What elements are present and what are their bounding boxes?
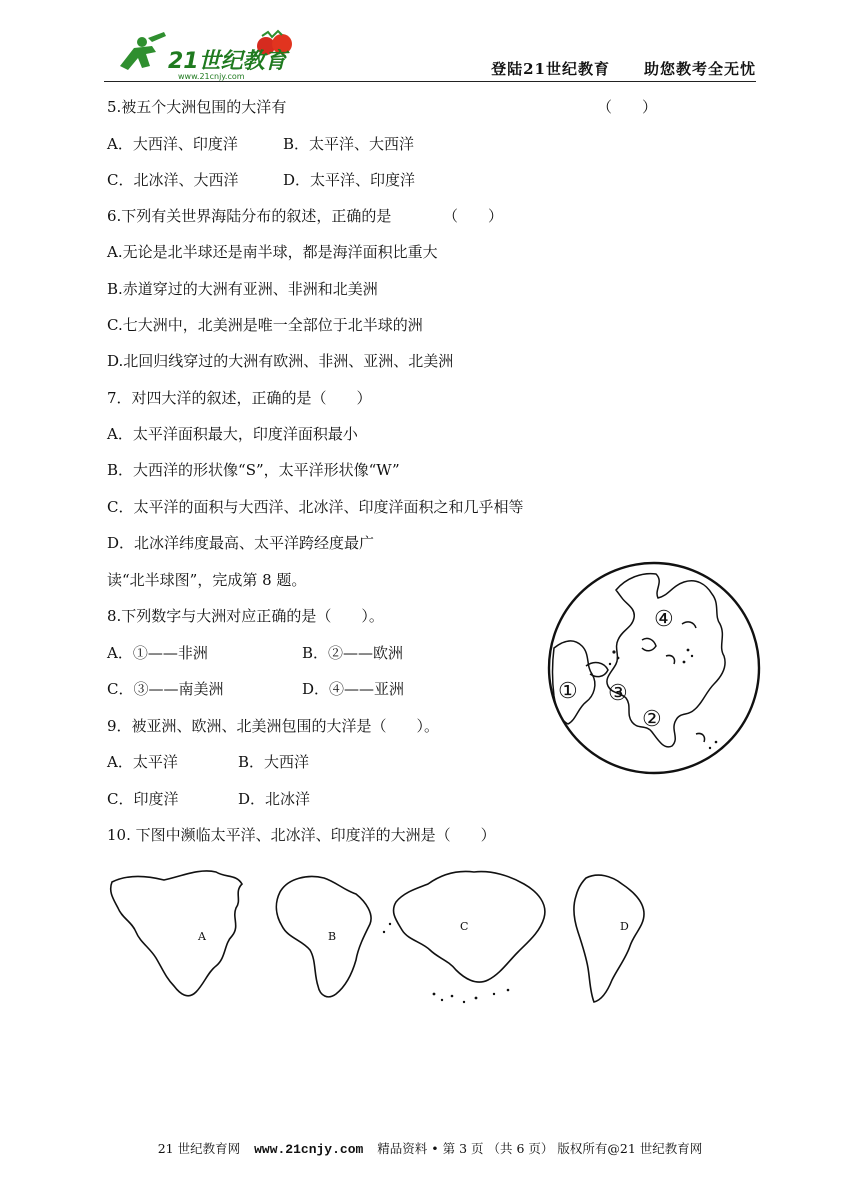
q8-stem: 8.下列数字与大洲对应正确的是（ ）。 xyxy=(107,607,384,625)
q7-option-c: C．太平洋的面积与大西洋、北冰洋、印度洋面积之和几乎相等 xyxy=(107,498,524,516)
q8-option-a: A．①——非洲 xyxy=(107,644,208,662)
continent-d-outline xyxy=(574,875,644,1002)
q5-option-a: A．大西洋、印度洋 xyxy=(107,135,238,153)
footer-copyright: 版权所有@21 世纪教育网 xyxy=(557,1141,703,1156)
q5-stem: 5.被五个大洲包围的大洋有 xyxy=(107,98,287,116)
q5-answer-paren: （ ） xyxy=(597,98,658,116)
q10-stem: 10. 下图中濒临太平洋、北冰洋、印度洋的大洲是（ ） xyxy=(107,826,496,844)
continent-b-outline xyxy=(276,877,371,997)
q5-option-b: B．太平洋、大西洋 xyxy=(283,135,415,153)
q7-stem: 7．对四大洋的叙述，正确的是（ ） xyxy=(107,389,372,407)
q8-option-b: B．②——欧洲 xyxy=(302,644,404,662)
q6-option-a: A.无论是北半球还是南半球，都是海洋面积比重大 xyxy=(107,243,438,261)
continent-label-d: D xyxy=(620,920,629,933)
continent-label-c: C xyxy=(460,920,469,933)
q7-option-d: D．北冰洋纬度最高、太平洋跨经度最广 xyxy=(107,534,375,552)
runner-icon xyxy=(120,32,166,70)
continent-c-outline xyxy=(394,872,545,983)
q7-option-b: B．大西洋的形状像“S”，太平洋形状像“W” xyxy=(107,461,400,479)
globe-label-4: ④ xyxy=(654,607,674,632)
continent-a-outline xyxy=(111,871,242,996)
q6-stem: 6.下列有关世界海陆分布的叙述，正确的是 xyxy=(107,207,392,225)
footer-site-link[interactable]: www.21cnjy.com xyxy=(254,1142,364,1157)
continent-label-a: A xyxy=(198,930,206,943)
q5-option-c: C．北冰洋、大西洋 xyxy=(107,171,239,189)
q6-option-d: D.北回归线穿过的大洲有欧洲、非洲、亚洲、北美洲 xyxy=(107,352,454,370)
header-divider xyxy=(104,81,756,82)
header-slogan xyxy=(491,58,756,79)
logo xyxy=(112,24,312,82)
q8-option-c: C．③——南美洲 xyxy=(107,680,224,698)
globe-label-1: ① xyxy=(558,679,578,704)
continent-label-b: B xyxy=(328,930,337,943)
logo-url: www.21cnjy.com xyxy=(178,72,245,81)
globe-label-3: ③ xyxy=(608,681,628,706)
q5-option-d: D．太平洋、印度洋 xyxy=(283,171,416,189)
continents-figure xyxy=(104,862,694,1014)
page-footer xyxy=(0,1139,860,1157)
q6-option-c: C.七大洲中，北美洲是唯一全部位于北半球的洲 xyxy=(107,316,423,334)
q8-option-d: D．④——亚洲 xyxy=(302,680,405,698)
q9-option-a: A．太平洋 xyxy=(107,753,178,771)
q8-intro: 读“北半球图”，完成第 8 题。 xyxy=(107,571,307,589)
q9-option-b: B．大西洋 xyxy=(238,753,310,771)
footer-page-info: 精品资料 • 第 3 页 （共 6 页） xyxy=(377,1141,554,1156)
q6-option-b: B.赤道穿过的大洲有亚洲、非洲和北美洲 xyxy=(107,280,378,298)
q9-stem: 9．被亚洲、欧洲、北美洲包围的大洋是（ ）。 xyxy=(107,717,440,735)
footer-left: 21 世纪教育网 xyxy=(157,1141,241,1156)
logo-text: 21世纪教育 xyxy=(168,49,287,74)
q9-option-c: C．印度洋 xyxy=(107,790,179,808)
header-slogan-left: 登陆21世纪教育 xyxy=(491,60,610,78)
q6-answer-paren: （ ） xyxy=(443,207,504,225)
northern-hemisphere-map xyxy=(546,560,762,776)
q7-option-a: A．太平洋面积最大，印度洋面积最小 xyxy=(107,425,358,443)
header-slogan-right: 助您教考全无忧 xyxy=(643,60,756,78)
globe-label-2: ② xyxy=(642,707,662,732)
q9-option-d: D．北冰洋 xyxy=(238,790,311,808)
